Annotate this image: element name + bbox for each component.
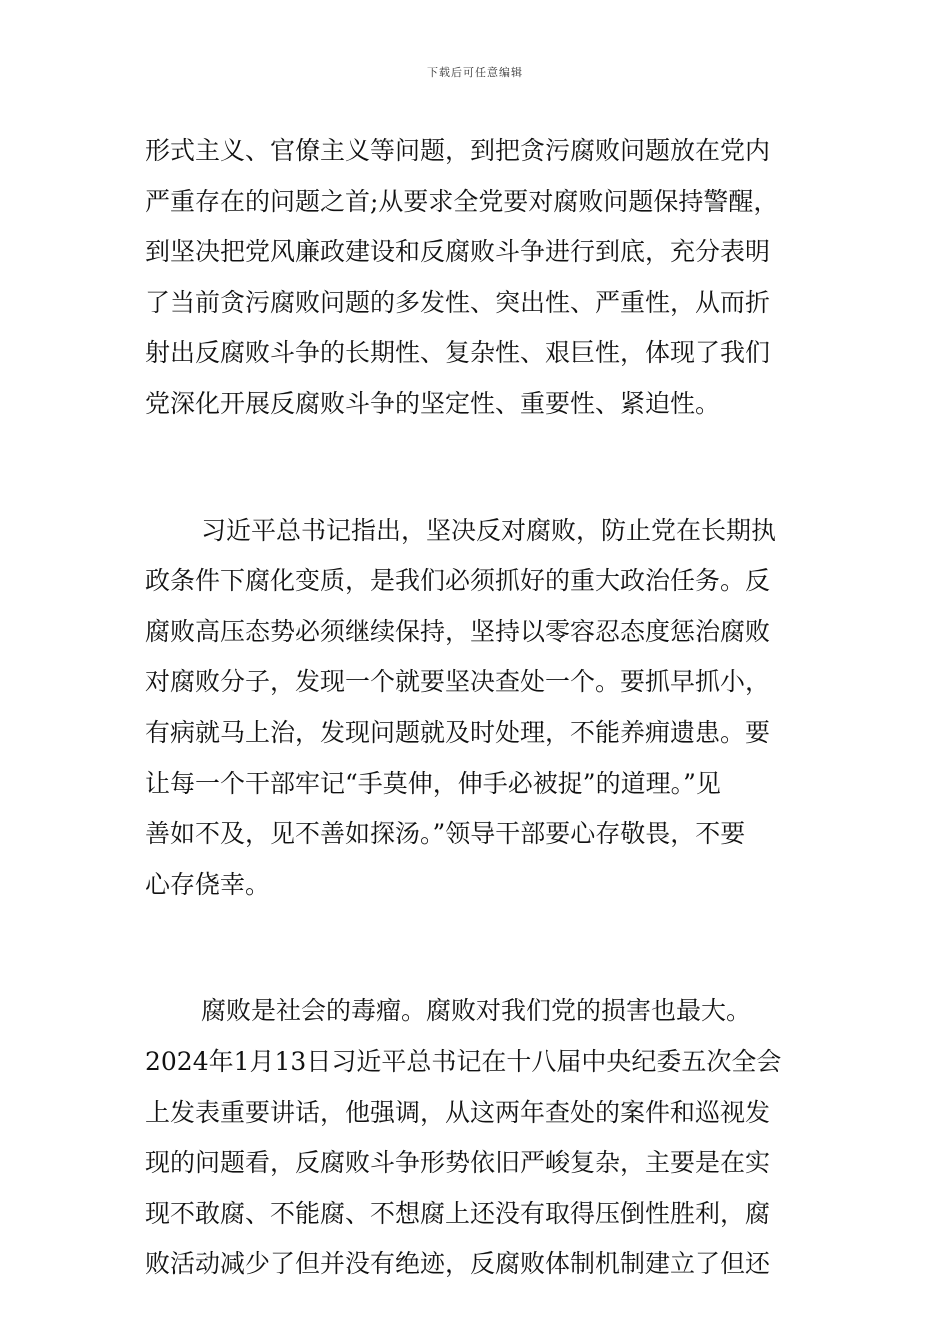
paragraph-line: 有病就马上治，发现问题就及时处理，不能养痈遗患。要 xyxy=(145,717,771,747)
header-note: 下载后可任意编辑 xyxy=(427,66,523,79)
paragraph-line: 射出反腐败斗争的长期性、复杂性、艰巨性，体现了我们 xyxy=(145,338,771,368)
paragraph-line: 形式主义、官僚主义等问题，到把贪污腐败问题放在党内 xyxy=(145,136,771,165)
paragraph-spacer xyxy=(145,430,845,506)
paragraph-3 xyxy=(145,986,845,1290)
paragraph-line: 政条件下腐化变质，是我们必须抓好的重大政治任务。反 xyxy=(145,566,771,596)
paragraph-line: 上发表重要讲话，他强调，从这两年查处的案件和巡视发 xyxy=(145,1097,771,1127)
paragraph-line: 了当前贪污腐败问题的多发性、突出性、严重性，从而折 xyxy=(145,287,771,317)
paragraph-line: 严重存在的问题之首;从要求全党要对腐败问题保持警醒， xyxy=(145,186,779,216)
paragraph-line: 腐败是社会的毒瘤。腐败对我们党的损害也最大。 xyxy=(201,996,752,1026)
paragraph-line: 现不敢腐、不能腐、不想腐上还没有取得压倒性胜利，腐 xyxy=(145,1198,771,1228)
paragraph-line: 习近平总书记指出，坚决反对腐败，防止党在长期执 xyxy=(201,515,777,545)
paragraph-line: 善如不及，见不善如探汤。”领导干部要心存敬畏，不要 xyxy=(145,819,746,849)
paragraph-line: 让每一个干部牢记“手莫伸，伸手必被捉”的道理。”见 xyxy=(145,768,721,798)
paragraph-line: 到坚决把党风廉政建设和反腐败斗争进行到底，充分表明 xyxy=(145,237,771,267)
paragraph-line: 党深化开展反腐败斗争的坚定性、重要性、紧迫性。 xyxy=(145,388,721,418)
paragraph-line: 对腐败分子，发现一个就要坚决查处一个。要抓早抓小， xyxy=(145,667,771,697)
paragraph-spacer xyxy=(145,910,845,986)
paragraph-2 xyxy=(145,506,845,911)
paragraph-line: 败活动减少了但并没有绝迹，反腐败体制机制建立了但还 xyxy=(145,1249,771,1279)
paragraph-line: 腐败高压态势必须继续保持，坚持以零容忍态度惩治腐败 xyxy=(145,616,771,646)
paragraph-line: 2024年1月13日习近平总书记在十八届中央纪委五次全会 xyxy=(145,1046,782,1076)
document-body xyxy=(145,126,845,1290)
paragraph-line: 心存侥幸。 xyxy=(145,869,271,899)
paragraph-line: 现的问题看，反腐败斗争形势依旧严峻复杂，主要是在实 xyxy=(145,1148,771,1178)
paragraph-1 xyxy=(145,126,845,430)
